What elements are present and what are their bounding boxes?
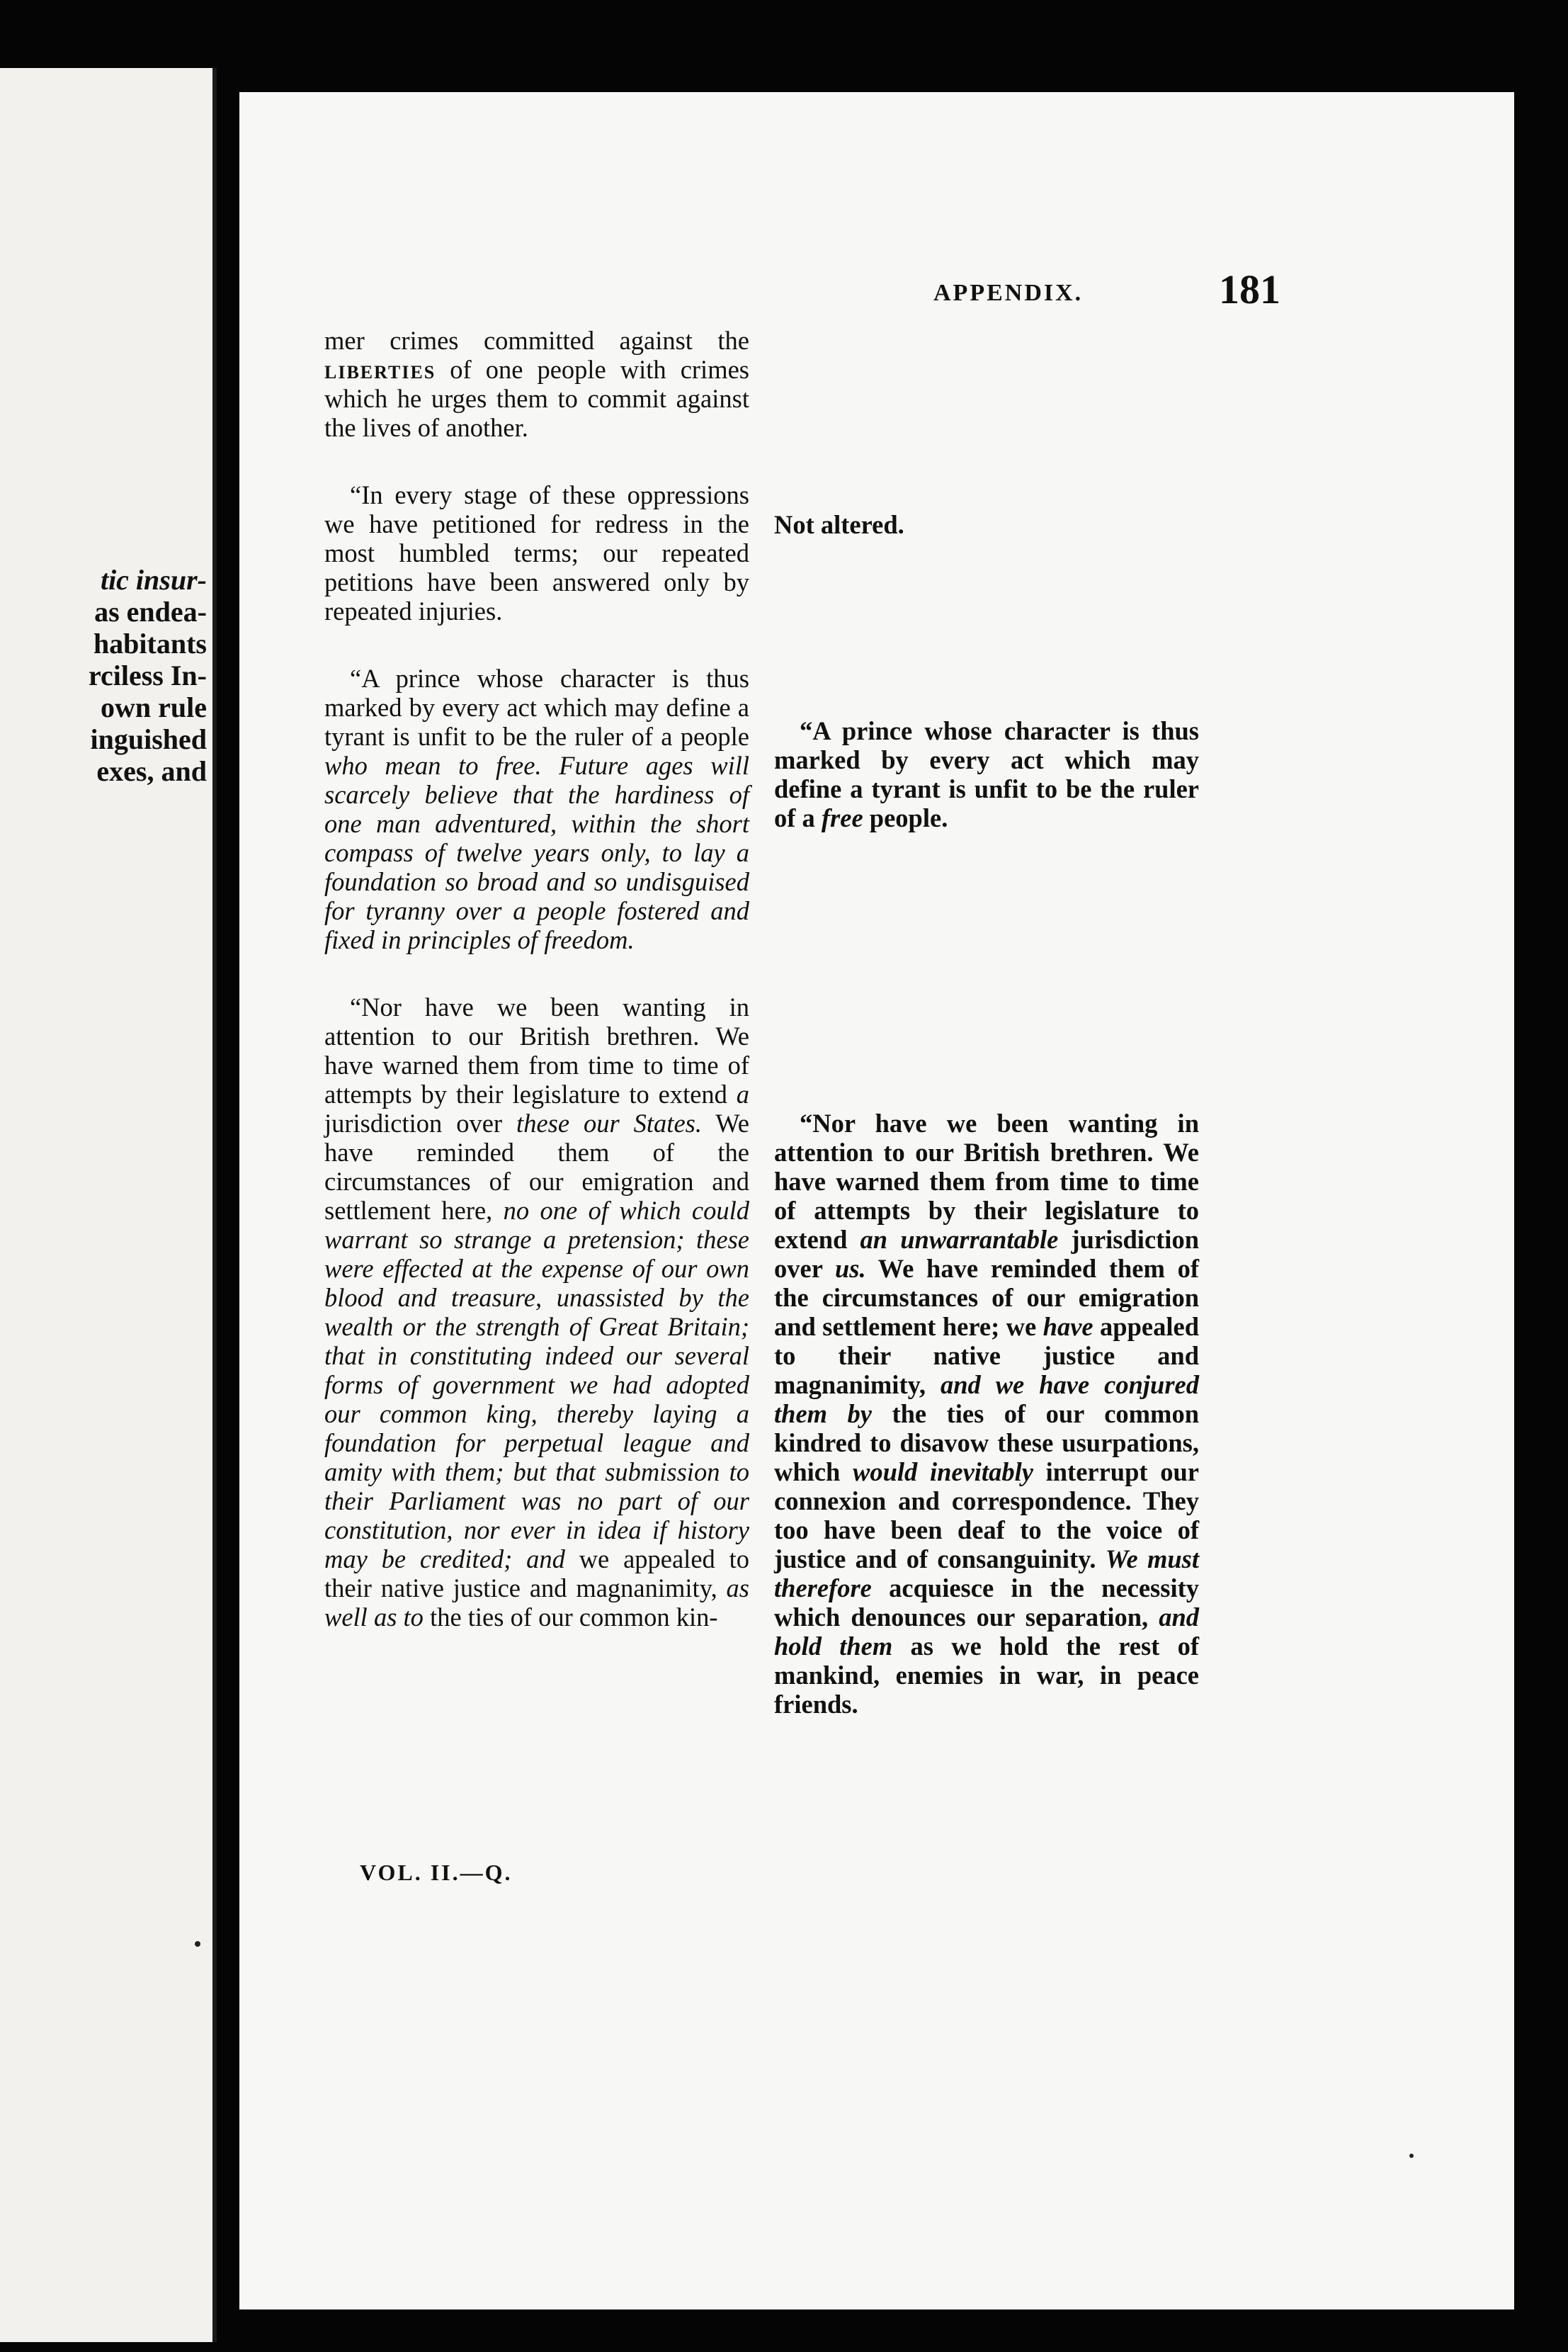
text-run: acquiesce in the necessity which denounces our separation,: [774, 1573, 1199, 1632]
italic-run: who mean to free. Future ages will scarcely believe that the hardiness of one man adventured, within the short compass of twelve years only, to lay a foundation so broad and so undisguised for tyranny over a people fostered and fixed in principles of freedom.: [324, 751, 749, 954]
facing-page-edge: [0, 68, 217, 2342]
signature-mark: VOL. II.—Q.: [360, 1860, 513, 1885]
fragment-line: rciless In-: [88, 660, 207, 691]
text-run: as we hold the rest of mankind, enemies in war, in peace friends.: [774, 1632, 1199, 1719]
facing-page-fragments: [1, 564, 207, 787]
fragment-line: inguished: [90, 723, 207, 755]
text-run: mer crimes committed against the: [324, 326, 749, 355]
text-run: the ties of our common kin-: [423, 1602, 718, 1632]
italic-run: as well as to: [324, 1573, 749, 1632]
text-run: people.: [863, 803, 948, 832]
paragraph: Not altered.: [774, 510, 904, 539]
italic-run: and we have conjured them by: [774, 1370, 1199, 1428]
paragraph: [774, 716, 1199, 832]
italic-run: no one of which could warrant so strange a pretension; these were effected at the expense of our own blood and treasure, unassisted by the wealth or the strength of Great Britain; that in constituting indeed our several forms of government we had adopted our common king, thereby laying a foundation for perpetual league and amity with them; but that submission to their Parliament was no part of our constitution, nor ever in idea if history may be credited; and: [324, 1196, 749, 1573]
original-text-column: [324, 326, 749, 1632]
text-run: we appealed to their native justice and magnanimity,: [324, 1544, 749, 1602]
paragraph: [774, 1109, 1199, 1719]
fragment-line: as endea-: [94, 596, 207, 628]
paragraph: [324, 664, 749, 954]
text-run: the ties of our common kindred to disavow these usurpations, which: [774, 1399, 1199, 1486]
italic-run: a: [736, 1080, 749, 1109]
text-run: “Nor have we been wanting in attention to our British brethren. We have warned them from time to time of attempts by their legislature to extend: [324, 993, 749, 1109]
italic-run: and hold them: [774, 1602, 1199, 1661]
text-run: We have reminded them of the circumstances of our emigration and settlement here; we: [774, 1254, 1199, 1341]
fragment-line: own rule: [101, 691, 207, 723]
text-run: We have reminded them of the circumstances of our emigration and settlement here,: [324, 1109, 750, 1225]
paragraph: “In every stage of these oppressions we have petitioned for redress in the most humbled terms; our repeated petitions have been answered only by repeated injuries.: [324, 480, 749, 626]
print-speck: [195, 1941, 200, 1947]
italic-run: an unwarrantable: [860, 1225, 1059, 1254]
book-page: [239, 92, 1514, 2309]
italic-run: free: [821, 803, 863, 832]
italic-run: us.: [834, 1254, 866, 1283]
text-run: “Nor have we been wanting in attention to our British brethren. We have warned them from time to time of attempts by their legislature to extend: [774, 1109, 1199, 1254]
running-header: [700, 266, 1280, 315]
small-caps-run: liberties: [324, 355, 436, 384]
paragraph: [324, 326, 749, 442]
italic-run: have: [1043, 1312, 1093, 1341]
page-number: 181: [1219, 266, 1280, 312]
fragment-line: habitants: [93, 628, 207, 660]
text-run: “A prince whose character is thus marked by every act which may define a tyrant is unfit to be the ruler of a people: [324, 664, 749, 751]
text-run: “A prince whose character is thus marked by every act which may define a tyrant is unfit to be the ruler of a: [774, 716, 1199, 832]
text-run: interrupt our connexion and correspondence. They too have been deaf to the voice of justice and of consanguinity.: [774, 1457, 1199, 1573]
italic-run: these our States.: [516, 1109, 702, 1138]
italic-run: We must therefore: [774, 1544, 1199, 1602]
running-title: APPENDIX.: [933, 280, 1084, 306]
text-run: of one people with crimes which he urges them to commit against the lives of another.: [324, 355, 749, 442]
italic-run: would inevitably: [852, 1457, 1033, 1486]
fragment-line: tic insur-: [100, 564, 207, 596]
amended-text-column: [774, 510, 1199, 1719]
paragraph: [324, 993, 749, 1632]
fragment-line: exes, and: [96, 755, 207, 787]
text-run: jurisdiction over: [324, 1109, 517, 1138]
text-run: appealed to their native justice and magnanimity,: [774, 1312, 1199, 1399]
print-speck: [1409, 2154, 1414, 2158]
text-run: jurisdiction over: [774, 1225, 1199, 1283]
